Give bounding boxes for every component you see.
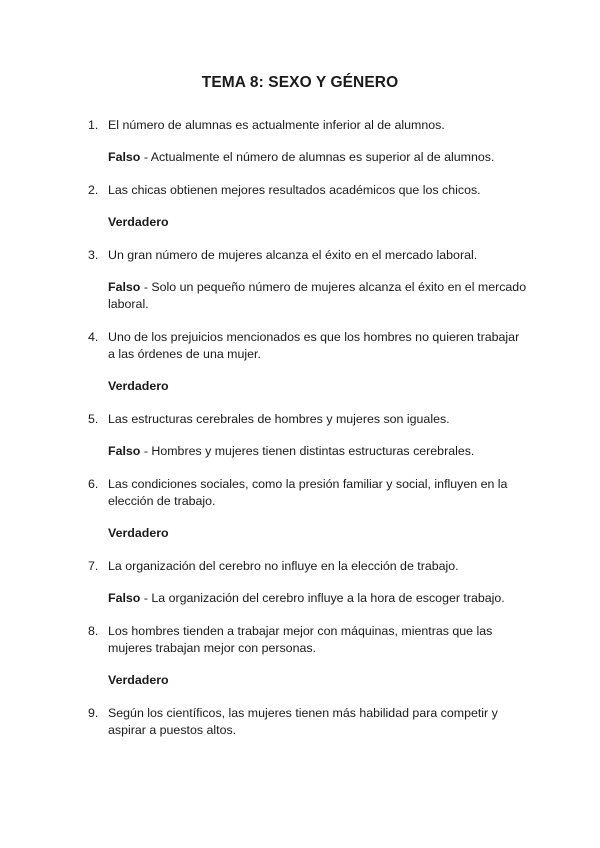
answer-verdict: Falso [108,444,141,458]
answer-verdict: Verdadero [108,673,169,687]
question-text: Las estructuras cerebrales de hombres y mujeres son iguales. [108,412,450,426]
answer-explanation: - Solo un pequeño número de mujeres alcanza el éxito en el mercado laboral. [108,280,527,311]
question-item-8 [88,623,528,689]
question-item-5 [88,411,528,460]
answer-verdict: Falso [108,280,141,294]
answer [108,378,528,395]
answer [108,214,528,231]
question-number: 7. [88,559,99,573]
answer-verdict: Falso [108,591,141,605]
question-number: 8. [88,624,99,638]
question-text: El número de alumnas es actualmente inferior al de alumnos. [108,118,445,132]
answer-verdict: Verdadero [108,215,169,229]
question-item-7 [88,558,528,607]
question-text: Uno de los prejuicios mencionados es que los hombres no quieren trabajar a las órdenes de una mujer. [108,330,520,361]
document-title: TEMA 8: SEXO Y GÉNERO [201,74,399,91]
question-text: Las condiciones sociales, como la presión familiar y social, influyen en la elección de trabajo. [108,477,508,508]
question-number: 9. [88,706,99,720]
answer-verdict: Falso [108,150,141,164]
question-text: Según los científicos, las mujeres tienen más habilidad para competir y aspirar a puestos altos. [108,706,498,737]
answer-verdict: Verdadero [108,379,169,393]
question-number: 1. [88,118,99,132]
question-text: Las chicas obtienen mejores resultados académicos que los chicos. [108,183,481,197]
question-item-6 [88,476,528,542]
question-item-2 [88,182,528,231]
answer [108,149,528,166]
question-item-1 [88,117,528,166]
question-number: 2. [88,183,99,197]
question-number: 4. [88,330,99,344]
answer-explanation: - Hombres y mujeres tienen distintas estructuras cerebrales. [140,444,475,458]
question-item-9 [88,705,528,739]
question-item-3 [88,247,528,313]
question-text: Los hombres tienden a trabajar mejor con máquinas, mientras que las mujeres trabajan mejor con personas. [108,624,493,655]
answer [108,590,528,607]
answer [108,525,528,542]
answer [108,279,528,313]
answer [108,443,528,460]
question-number: 3. [88,248,99,262]
question-text: La organización del cerebro no influye en la elección de trabajo. [108,559,459,573]
question-text: Un gran número de mujeres alcanza el éxito en el mercado laboral. [108,248,478,262]
answer-verdict: Verdadero [108,526,169,540]
answer [108,672,528,689]
question-item-4 [88,329,528,395]
question-list [88,117,528,755]
question-number: 6. [88,477,99,491]
answer-explanation: - La organización del cerebro influye a la hora de escoger trabajo. [140,591,505,605]
answer-explanation: - Actualmente el número de alumnas es superior al de alumnos. [140,150,495,164]
question-number: 5. [88,412,99,426]
